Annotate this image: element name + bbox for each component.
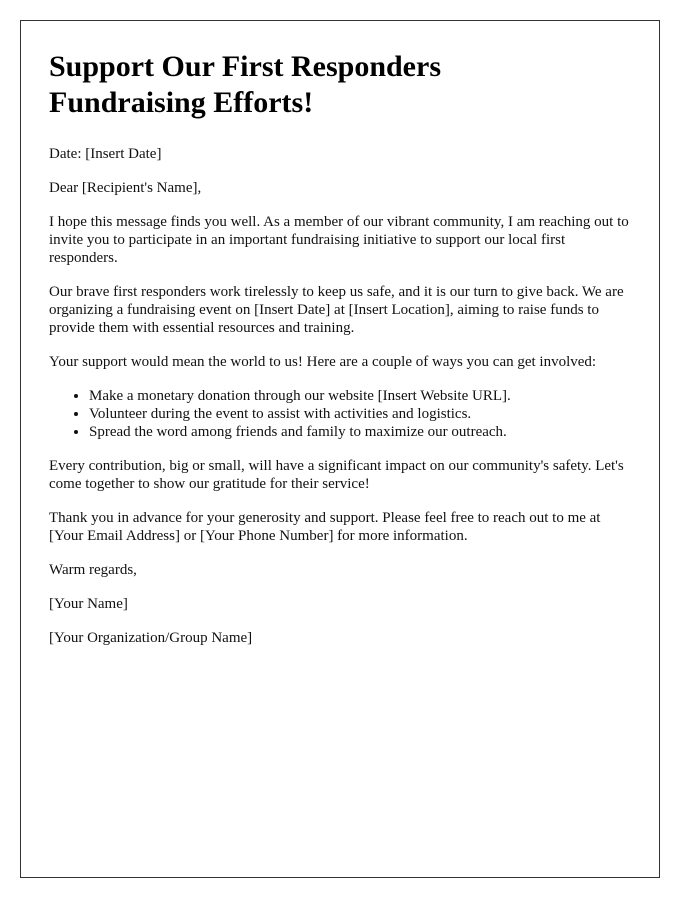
thanks-paragraph: Thank you in advance for your generosity and support. Please feel free to reach out to me at [Your Email Address] or [Your Phone Number] for more information. <box>49 510 601 544</box>
title-line-1: Support Our First Responders <box>49 50 441 83</box>
event-paragraph: Our brave first responders work tirelessly to keep us safe, and it is our turn to give back. We are organizing a fundraising event on [Insert Date] at [Insert Location], aiming to raise funds to provide them with essential resources and training. <box>49 284 624 336</box>
ways-list <box>49 387 631 441</box>
sender-name: [Your Name] <box>49 596 128 612</box>
list-item: • Make a monetary donation through our website [Insert Website URL]. <box>89 387 631 405</box>
letter-title <box>49 49 631 121</box>
impact-paragraph: Every contribution, big or small, will have a significant impact on our community's safety. Let's come together to show our gratitude for their service! <box>49 458 624 492</box>
letter <box>20 20 660 878</box>
list-item: • Volunteer during the event to assist with activities and logistics. <box>89 405 631 423</box>
letter-greeting: Dear [Recipient's Name], <box>49 180 202 196</box>
letter-closing: Warm regards, <box>49 562 137 578</box>
involvement-paragraph: Your support would mean the world to us! Here are a couple of ways you can get involved: <box>49 354 597 370</box>
list-item: • Spread the word among friends and family to maximize our outreach. <box>89 423 631 441</box>
intro-paragraph: I hope this message finds you well. As a member of our vibrant community, I am reaching out to invite you to participate in an important fundraising initiative to support our local first responders. <box>49 214 629 266</box>
sender-organization: [Your Organization/Group Name] <box>49 630 253 646</box>
title-line-2: Fundraising Efforts! <box>49 86 314 119</box>
letter-date: Date: [Insert Date] <box>49 146 162 162</box>
